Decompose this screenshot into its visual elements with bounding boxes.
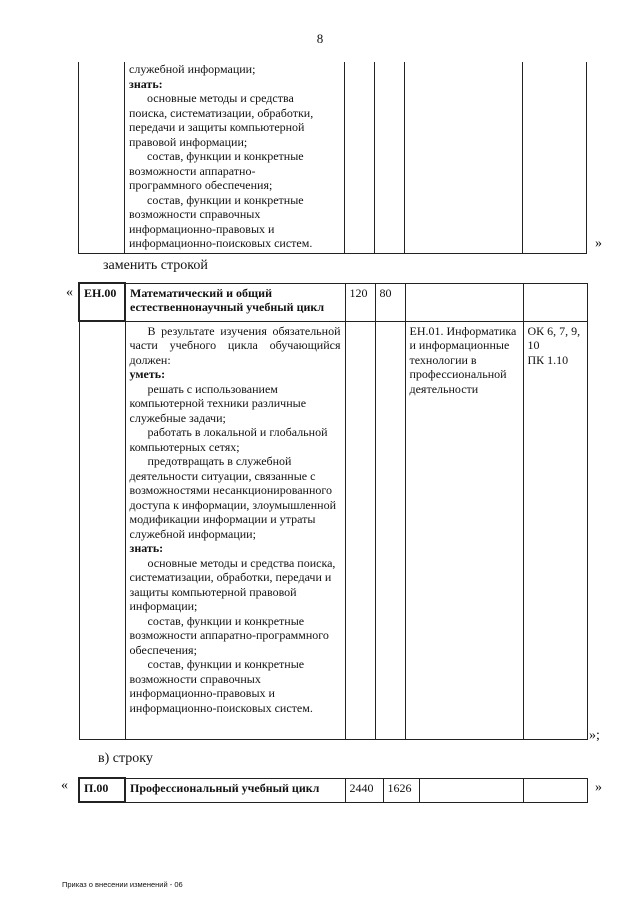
cycle-required: 80 [375, 283, 405, 321]
max-load-cell [345, 62, 375, 253]
row-required-empty [375, 321, 405, 739]
cycle-discipline-empty [405, 283, 523, 321]
required-cell [375, 62, 405, 253]
code-cell [79, 62, 125, 253]
row-discipline: ЕН.01. Информатика и информационные технологии в профессиональной деятельности [405, 321, 523, 739]
bottom-table [78, 777, 588, 803]
top-table-fragment [78, 62, 587, 254]
row-code-empty [79, 321, 125, 739]
middle-close-quote: »; [589, 728, 600, 743]
top-close-quote: » [595, 236, 602, 251]
prof-title: Профессиональный учебный цикл [125, 778, 345, 802]
competencies-cell [523, 62, 587, 253]
row-competencies: ОК 6, 7, 9, 10 ПК 1.10 [523, 321, 587, 739]
cycle-code: ЕН.00 [79, 283, 125, 321]
row-content: В результате изучения обязательной части учебного цикла обучающийся должен: уметь: решать с использованием компьютерной техники различные служебные задачи; работать в локальной и глобальной компьютерных сетях; предотвращать в служебной деятельности ситуации, связанные с возможностями несанкционированного доступа к информации, злоумышленной модификации информации и утраты служебной информации; знать: основные методы и средства поиска, систематизации, обработки, передачи и защиты компьютерной правовой информации; состав, функции и конкретные возможности аппаратно-программного обеспечения; состав, функции и конкретные возможности справочных информационно-правовых и информационно-поисковых систем. [125, 321, 345, 739]
bottom-open-quote: « [61, 778, 68, 793]
content-cell: служебной информации; знать: основные методы и средства поиска, систематизации, обработки, передачи и защиты компьютерной правовой информации; состав, функции и конкретные возможности аппаратно- программного обеспечения; состав, функции и конкретные возможности справочных информационно-правовых и информационно-поисковых систем. [125, 62, 345, 253]
row-max-load-empty [345, 321, 375, 739]
page-number: 8 [316, 31, 324, 46]
middle-open-quote: « [66, 285, 73, 300]
to-row-label: в) строку [98, 751, 153, 766]
replace-with-label: заменить строкой [103, 258, 208, 273]
prof-required: 1626 [383, 778, 419, 802]
cycle-title: Математический и общий естественнонаучный учебный цикл [125, 283, 345, 321]
cycle-max-load: 120 [345, 283, 375, 321]
prof-competencies-empty [523, 778, 587, 802]
prof-code: П.00 [79, 778, 125, 802]
footer-note: Приказ о внесении изменений - 06 [62, 880, 183, 889]
prof-discipline-empty [419, 778, 523, 802]
cycle-competencies-empty [523, 283, 587, 321]
middle-table [78, 282, 588, 740]
prof-max-load: 2440 [345, 778, 383, 802]
discipline-cell [405, 62, 523, 253]
bottom-close-quote: » [595, 780, 602, 795]
